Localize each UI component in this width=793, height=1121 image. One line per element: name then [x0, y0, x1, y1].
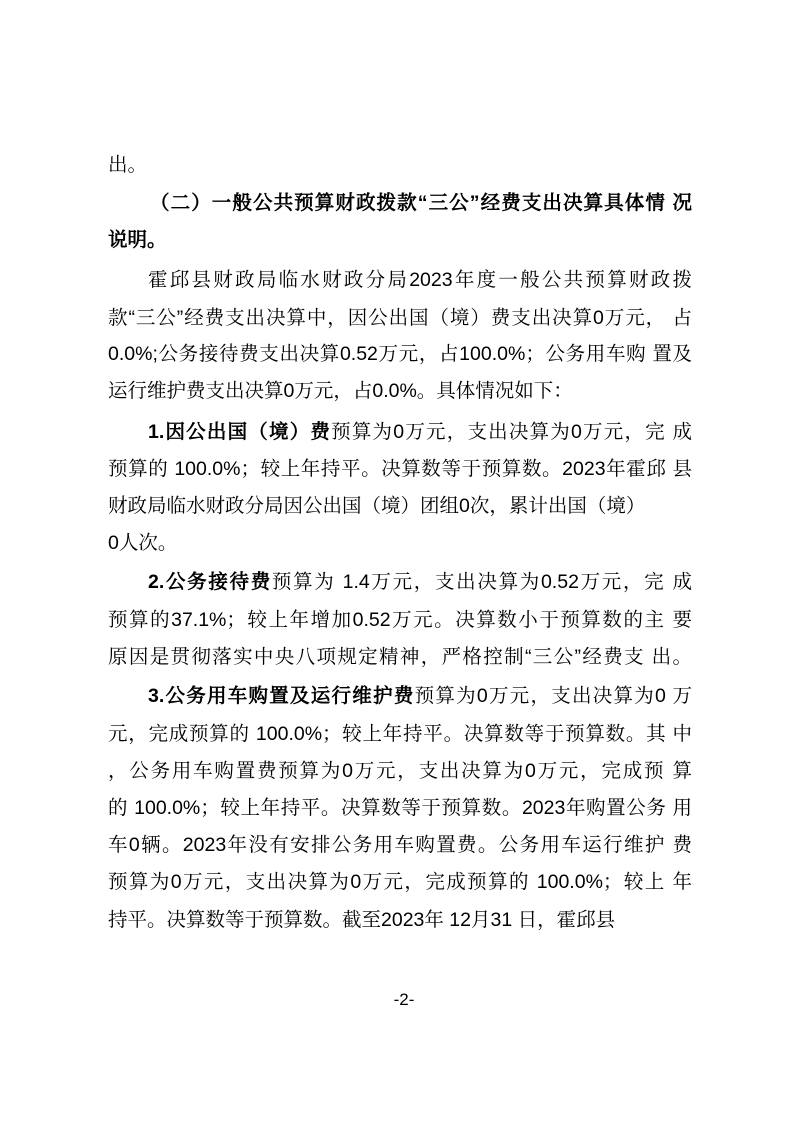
paragraph-line: ，公务用车购置费预算为0万元，支出决算为0万元，完成预 算: [108, 760, 692, 782]
item-1-text: 预算为0万元，支出决算为0万元，完 成: [331, 421, 692, 443]
paragraph-line: 霍邱县财政局临水财政分局2023年度一般公共预算财政拨: [148, 269, 692, 291]
paragraph-line: 原因是贯彻落实中央八项规定精神，严格控制“三公”经费支 出。: [108, 646, 692, 668]
paragraph-line: 元，完成预算的 100.0%；较上年持平。决算数等于预算数。其 中: [108, 723, 692, 745]
item-2-label: 2.公务接待费: [148, 571, 272, 593]
paragraph-line: 预算的37.1%；较上年增加0.52万元。决算数小于预算数的主 要: [108, 609, 692, 631]
section-heading-continued: 说明。: [108, 229, 167, 251]
paragraph-line: 财政局临水财政分局因公出国（境）团组0次，累计出国（境）: [108, 495, 646, 517]
paragraph-line: 0.0%;公务接待费支出决算0.52万元，占100.0%；公务用车购 置及: [108, 343, 692, 365]
item-2-text: 预算为 1.4万元，支出决算为0.52万元，完 成: [271, 571, 692, 593]
paragraph-line: 出。: [108, 154, 148, 176]
paragraph-line: 车0辆。2023年没有安排公务用车购置费。公务用车运行维护 费: [108, 834, 692, 856]
item-3-text: 预算为0万元，支出决算为0 万: [414, 685, 692, 707]
item-1-label: 1.因公出国（境）费: [148, 421, 332, 443]
paragraph-line: 预算为0万元，支出决算为0万元，完成预算的 100.0%；较上 年: [108, 871, 692, 893]
paragraph-line: 的 100.0%；较上年持平。决算数等于预算数。2023年购置公务 用: [108, 797, 692, 819]
paragraph-line: 0人次。: [108, 532, 178, 554]
item-2-first-line: [148, 568, 692, 596]
paragraph-line: 款“三公”经费支出决算中，因公出国（境）费支出决算0万元， 占: [108, 307, 692, 329]
paragraph-line: 持平。决算数等于预算数。截至2023年 12月31 日，霍邱县: [108, 909, 616, 931]
paragraph-line: 预算的 100.0%；较上年持平。决算数等于预算数。2023年霍邱 县: [108, 458, 692, 480]
item-3-first-line: [148, 682, 692, 710]
page-number: -2-: [393, 990, 415, 1009]
item-1-first-line: [148, 418, 692, 446]
item-3-label: 3.公务用车购置及运行维护费: [148, 685, 415, 707]
section-heading: （二）一般公共预算财政拨款“三公”经费支出决算具体情 况: [150, 192, 692, 214]
paragraph-line: 运行维护费支出决算0万元，占0.0%。具体情况如下：: [108, 380, 573, 402]
